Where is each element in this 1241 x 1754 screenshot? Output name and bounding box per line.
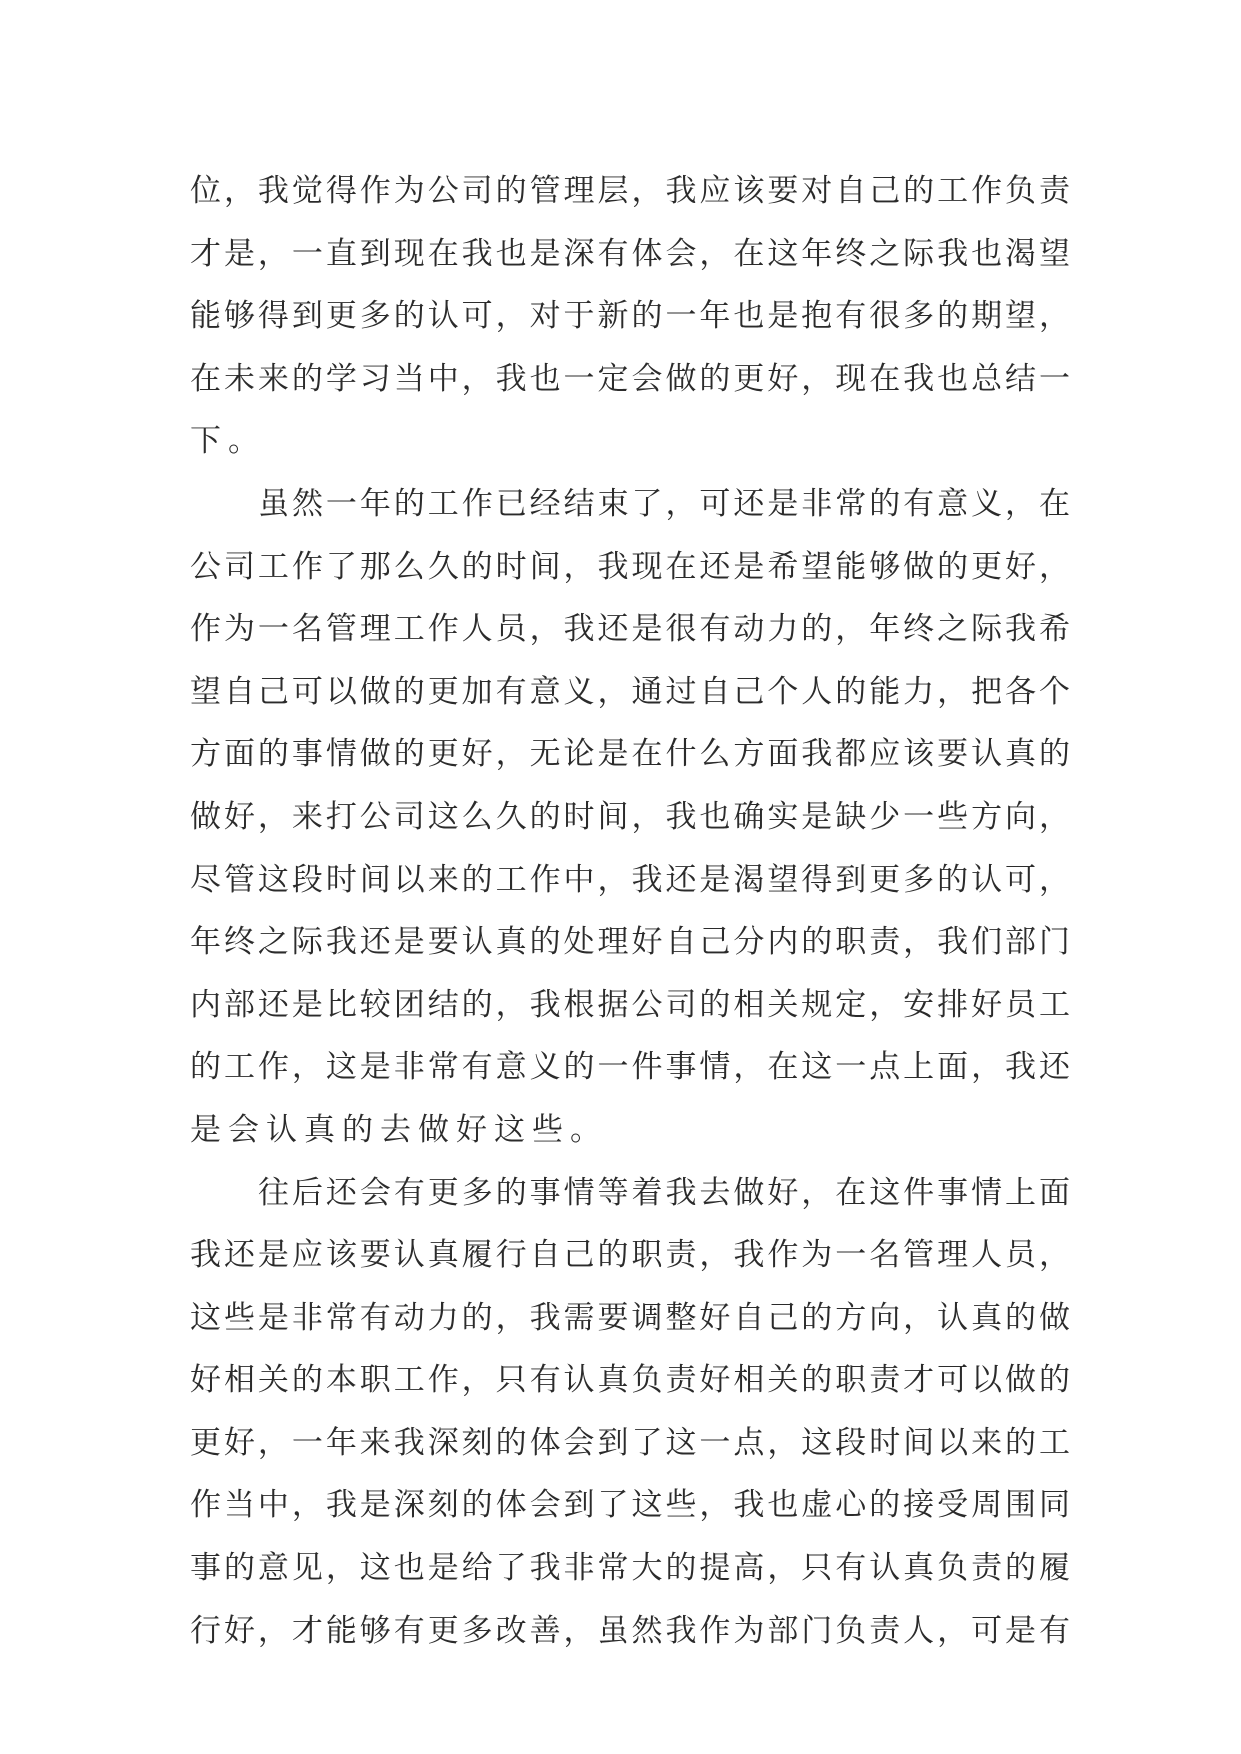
text-line: 尽管这段时间以来的工作中，我还是渴望得到更多的认可， [190,861,1070,898]
text-line: 是会认真的去做好这些。 [190,1111,608,1148]
text-line: 下。 [190,423,266,460]
text-line: 虽然一年的工作已经结束了，可还是非常的有意义，在 [258,485,1070,522]
paragraph-2 [190,473,1070,1162]
text-line: 往后还会有更多的事情等着我去做好，在这件事情上面 [258,1174,1070,1211]
text-line: 事的意见，这也是给了我非常大的提高，只有认真负责的履 [190,1550,1070,1587]
text-line: 好相关的本职工作，只有认真负责好相关的职责才可以做的 [190,1362,1070,1399]
text-line: 方面的事情做的更好，无论是在什么方面我都应该要认真的 [190,736,1070,773]
text-line: 作当中，我是深刻的体会到了这些，我也虚心的接受周围同 [190,1487,1070,1524]
text-line: 做好，来打公司这么久的时间，我也确实是缺少一些方向， [190,798,1070,835]
text-line: 的工作，这是非常有意义的一件事情，在这一点上面，我还 [190,1049,1070,1086]
paragraph-1 [190,160,1070,473]
text-line: 才是，一直到现在我也是深有体会，在这年终之际我也渴望 [190,235,1070,272]
text-line: 年终之际我还是要认真的处理好自己分内的职责，我们部门 [190,924,1070,961]
text-line: 在未来的学习当中，我也一定会做的更好，现在我也总结一 [190,360,1070,397]
text-line: 公司工作了那么久的时间，我现在还是希望能够做的更好， [190,548,1070,585]
text-line: 行好，才能够有更多改善，虽然我作为部门负责人，可是有 [190,1612,1070,1649]
text-line: 内部还是比较团结的，我根据公司的相关规定，安排好员工 [190,986,1070,1023]
text-line: 望自己可以做的更加有意义，通过自己个人的能力，把各个 [190,673,1070,710]
text-line: 作为一名管理工作人员，我还是很有动力的，年终之际我希 [190,611,1070,648]
text-line: 我还是应该要认真履行自己的职责，我作为一名管理人员， [190,1237,1070,1274]
text-line: 这些是非常有动力的，我需要调整好自己的方向，认真的做 [190,1299,1070,1336]
text-line: 位，我觉得作为公司的管理层，我应该要对自己的工作负责 [190,173,1070,209]
document-body [190,160,1070,1662]
paragraph-3 [190,1162,1070,1663]
text-line: 能够得到更多的认可，对于新的一年也是抱有很多的期望， [190,298,1070,335]
text-line: 更好，一年来我深刻的体会到了这一点，这段时间以来的工 [190,1424,1070,1461]
